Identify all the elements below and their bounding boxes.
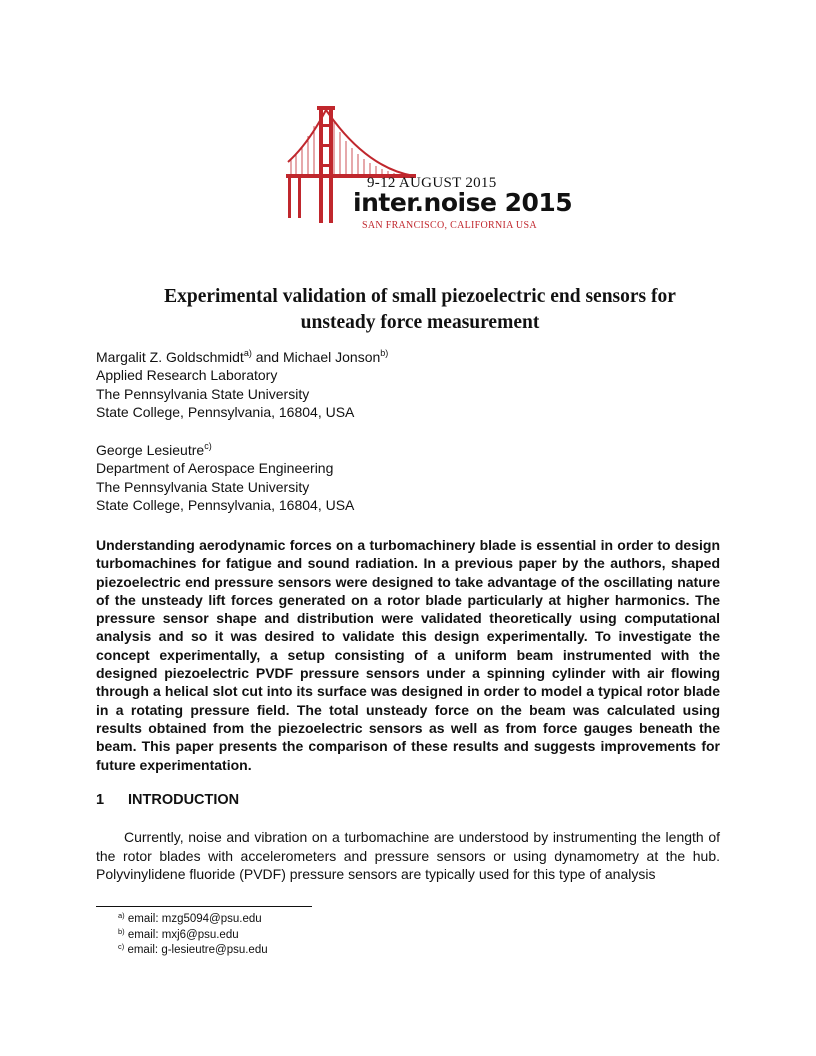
conference-date: 9-12 AUGUST 2015	[367, 175, 497, 191]
footnote-mark: c)	[118, 942, 125, 951]
author-name: Michael Jonson	[282, 349, 381, 365]
footnote	[118, 912, 268, 928]
affiliation-university: The Pennsylvania State University	[96, 478, 310, 495]
affiliation-block	[96, 441, 354, 514]
author-name: Margalit Z. Goldschmidt	[96, 349, 244, 365]
author-conjunction: and	[255, 349, 280, 365]
author-line	[96, 348, 388, 366]
footnote-divider	[96, 906, 312, 907]
paper-title	[95, 284, 745, 336]
author-line	[96, 441, 354, 459]
footnote-email: email: g-lesieutre@psu.edu	[127, 944, 268, 956]
paper-title-line: unsteady force measurement	[300, 312, 540, 333]
footnote	[118, 943, 268, 959]
affiliation-address: State College, Pennsylvania, 16804, USA	[96, 496, 355, 513]
section-title: INTRODUCTION	[128, 792, 240, 808]
abstract: Understanding aerodynamic forces on a turbomachinery blade is essential in order to design turbomachines for fatigue and sound radiation. In a previous paper by the authors, shaped piezoelectric end pressure sensors were designed to take advantage of the oscillating nature of the unsteady lift forces generated on a rotor blade particularly at higher harmonics. The pressure sensor shape and distribution were validated theoretically using computational analysis and so it was desired to validate this design experimentally. To investigate the concept experimentally, a setup consisting of a uniform beam instrumented with the designed piezoelectric PVDF pressure sensors under a spinning cylinder with air flowing through a helical slot cut into its surface was designed in order to model a typical rotor blade in a rotating pressure field. The total unsteady force on the beam was calculated using results obtained from the piezoelectric sensors as well as from force gauges beneath the beam. This paper presents the comparison of these results and suggests improvements for future experimentation.	[96, 537, 720, 773]
footnote-mark: a)	[118, 911, 125, 920]
affiliation-address: State College, Pennsylvania, 16804, USA	[96, 403, 355, 420]
affiliation-org: Department of Aerospace Engineering	[96, 460, 334, 477]
footnote-email: email: mzg5094@psu.edu	[127, 913, 262, 925]
footnote	[118, 928, 268, 944]
affiliation-org: Applied Research Laboratory	[96, 367, 278, 384]
footnote-mark: b)	[118, 926, 125, 936]
footnotes	[118, 912, 268, 959]
conference-logo	[286, 96, 573, 241]
affiliation-university: The Pennsylvania State University	[96, 385, 310, 402]
footnote-mark: b)	[380, 348, 389, 358]
conference-location: SAN FRANCISCO, CALIFORNIA USA	[362, 220, 537, 231]
conference-name: inter.noise 2015	[353, 188, 573, 217]
author-name: George Lesieutre	[96, 442, 205, 458]
footnote-mark: a)	[243, 348, 252, 358]
affiliation-block	[96, 348, 388, 421]
section-heading	[96, 792, 239, 808]
body-paragraph: Currently, noise and vibration on a turbomachine are understood by instrumenting the length of the rotor blades with accelerometers and pressure sensors or using dynamometry at the hub. Polyvinylidene fluoride (PVDF) pressure sensors are typically used for this type of analysis	[96, 829, 720, 882]
paper-title-line: Experimental validation of small piezoelectric end sensors for	[164, 286, 676, 307]
section-number: 1	[96, 792, 105, 808]
footnote-email: email: mxj6@psu.edu	[127, 928, 239, 941]
footnote-mark: c)	[204, 441, 212, 451]
